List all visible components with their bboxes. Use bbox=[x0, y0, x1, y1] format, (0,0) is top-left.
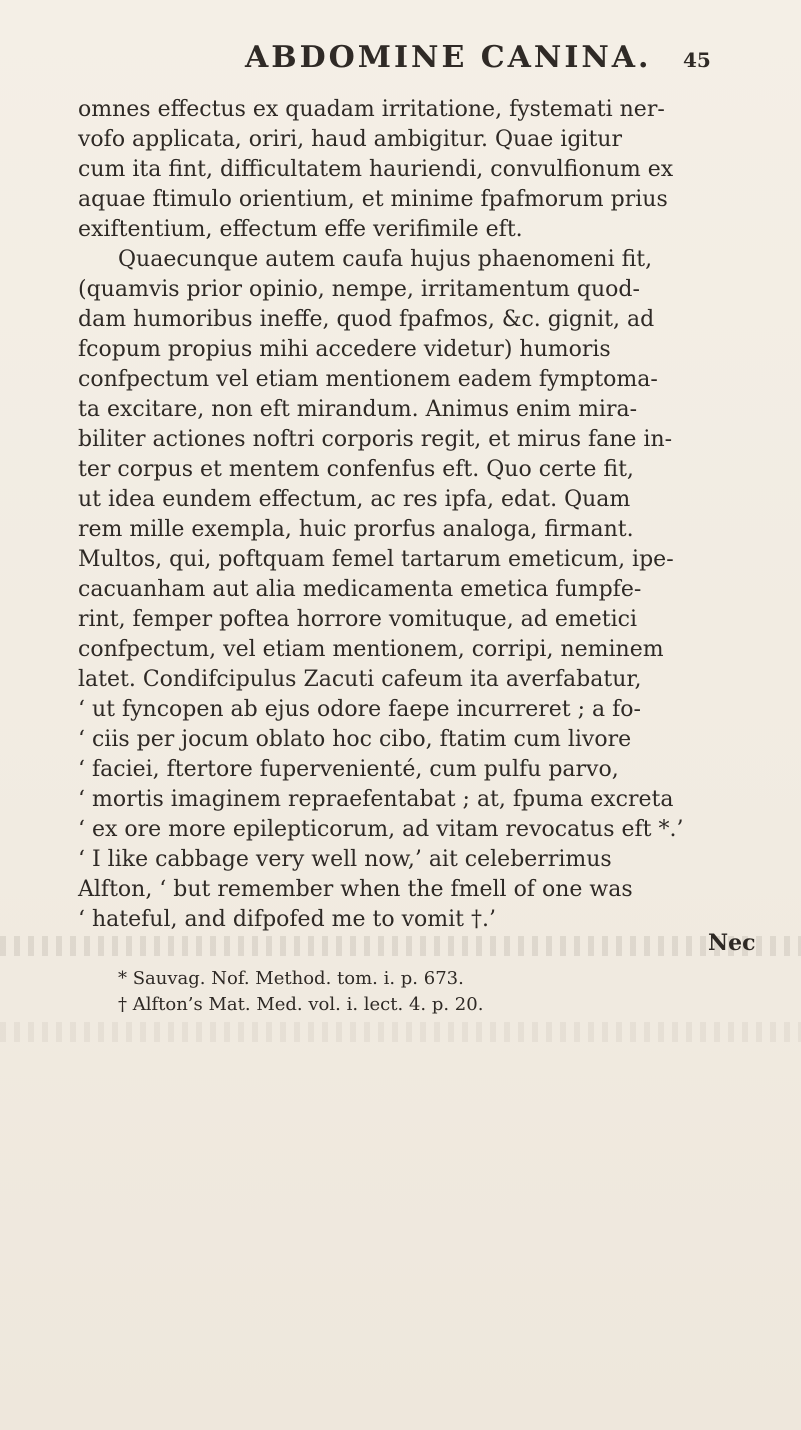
text-line: ‘ I like cabbage very well now,’ ait celeberrimus bbox=[78, 847, 612, 872]
text-line: Alfton, ‘ but remember when the fmell of one was bbox=[78, 877, 633, 902]
text-line: Quaecunque autem caufa hujus phaenomeni fit, bbox=[118, 247, 653, 272]
page-header bbox=[0, 40, 801, 80]
text-line: ‘ ciis per jocum oblato hoc cibo, ftatim cum livore bbox=[78, 727, 632, 752]
text-line: (quamvis prior opinio, nempe, irritamentum quod- bbox=[78, 277, 640, 302]
text-line: cacuanham aut alia medicamenta emetica fumpfe- bbox=[78, 577, 642, 602]
text-line: ta excitare, non eft mirandum. Animus enim mira- bbox=[78, 397, 638, 422]
footnote: † Alfton’s Mat. Med. vol. i. lect. 4. p. 20. bbox=[118, 994, 484, 1015]
text-line: latet. Condifcipulus Zacuti cafeum ita averfabatur, bbox=[78, 667, 642, 692]
text-line: exiftentium, effectum effe verifimile eft. bbox=[78, 217, 523, 242]
text-line: confpectum vel etiam mentionem eadem fymptoma- bbox=[78, 367, 658, 392]
catchword: Nec bbox=[708, 930, 756, 956]
text-line: omnes effectus ex quadam irritatione, fystemati ner- bbox=[78, 97, 665, 122]
text-line: biliter actiones noftri corporis regit, et mirus fane in- bbox=[78, 427, 673, 452]
text-line: rint, femper poftea horrore vomituque, ad emetici bbox=[78, 607, 638, 632]
text-line: ‘ faciei, ftertore fupervenienté, cum pulfu parvo, bbox=[78, 757, 619, 782]
text-line: vofo applicata, oriri, haud ambigitur. Quae igitur bbox=[78, 127, 622, 152]
text-line: ‘ hateful, and difpofed me to vomit †.’ bbox=[78, 907, 496, 932]
text-line: cum ita fint, difficultatem hauriendi, convulfionum ex bbox=[78, 157, 674, 182]
page-number: 45 bbox=[683, 48, 711, 72]
text-line: ‘ mortis imaginem repraefentabat ; at, fpuma excreta bbox=[78, 787, 674, 812]
text-line: ter corpus et mentem confenfus eft. Quo certe fit, bbox=[78, 457, 634, 482]
running-head: ABDOMINE CANINA. bbox=[245, 40, 652, 75]
text-line: ‘ ut fyncopen ab ejus odore faepe incurreret ; a fo- bbox=[78, 697, 641, 722]
bleed-through-row bbox=[0, 936, 801, 956]
bleed-through-row bbox=[0, 1022, 801, 1042]
text-line: Multos, qui, poftquam femel tartarum emeticum, ipe- bbox=[78, 547, 674, 572]
text-line: aquae ftimulo orientium, et minime fpafmorum prius bbox=[78, 187, 668, 212]
text-line: fcopum propius mihi accedere videtur) humoris bbox=[78, 337, 611, 362]
text-line: confpectum, vel etiam mentionem, corripi, neminem bbox=[78, 637, 664, 662]
footnote: * Sauvag. Nof. Method. tom. i. p. 673. bbox=[118, 968, 464, 989]
text-line: dam humoribus ineffe, quod fpafmos, &c. gignit, ad bbox=[78, 307, 655, 332]
text-line: rem mille exempla, huic prorfus analoga, firmant. bbox=[78, 517, 634, 542]
text-line: ut idea eundem effectum, ac res ipfa, edat. Quam bbox=[78, 487, 631, 512]
text-line: ‘ ex ore more epilepticorum, ad vitam revocatus eft *.’ bbox=[78, 817, 684, 842]
